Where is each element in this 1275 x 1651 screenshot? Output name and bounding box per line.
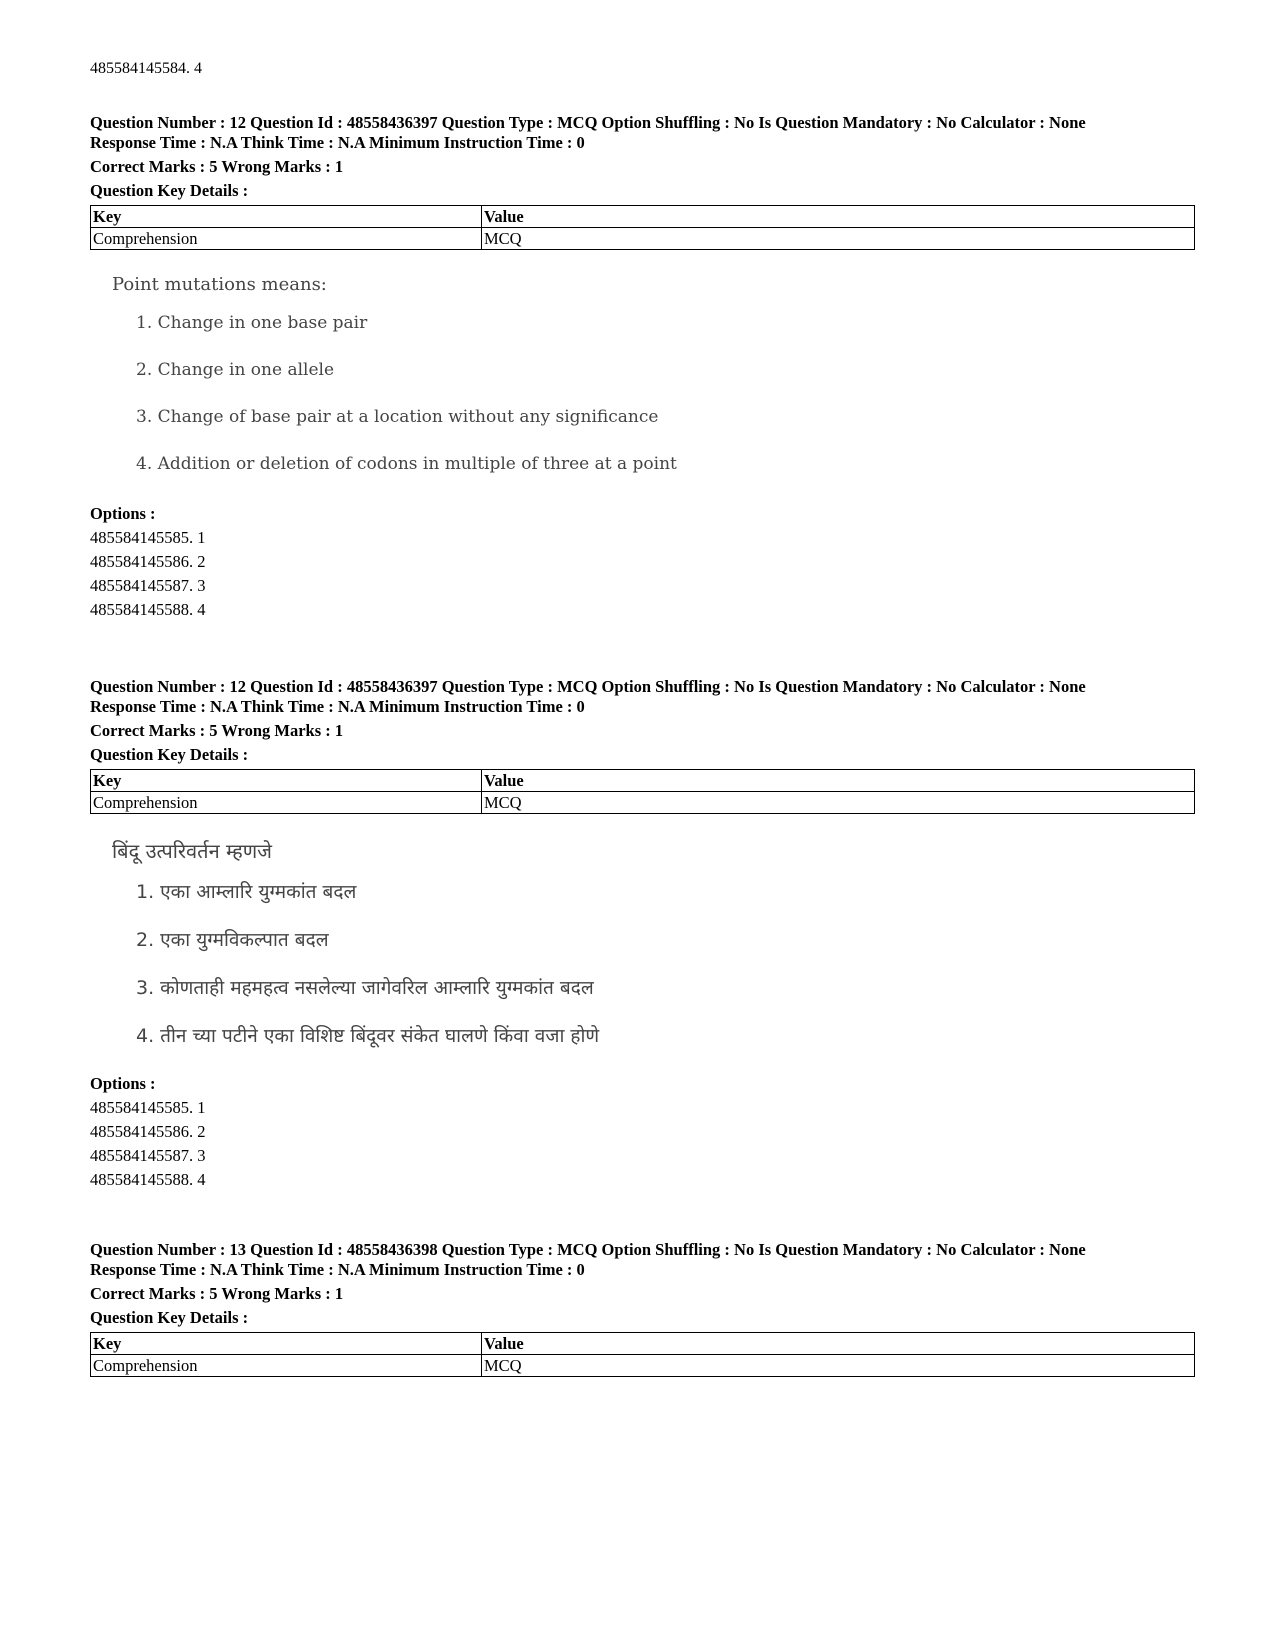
- table-row: [91, 792, 1195, 814]
- question-block-12-mr: [90, 677, 1195, 1192]
- previous-option-line: 485584145584. 4: [90, 60, 202, 77]
- question-option: 2. Change in one allele: [136, 360, 335, 380]
- table-cell-value: MCQ: [482, 228, 1195, 250]
- question-option: 4. Addition or deletion of codons in multiple of three at a point: [136, 454, 677, 474]
- question-option: 3. कोणताही महमहत्व नसलेल्या जागेवरिल आम्लारि युग्मकांत बदल: [136, 977, 594, 999]
- table-cell-key: Comprehension: [91, 228, 482, 250]
- question-meta-line-2: Response Time : N.A Think Time : N.A Minimum Instruction Time : 0: [90, 1260, 585, 1279]
- question-meta-line-1: Question Number : 12 Question Id : 48558436397 Question Type : MCQ Option Shuffling : No Is Question Mandatory : No Calculator : None: [90, 113, 1086, 132]
- question-option: 4. तीन च्या पटीने एका विशिष्ट बिंदूवर संकेत घालणे किंवा वजा होणे: [136, 1025, 600, 1047]
- key-value-table: [90, 769, 1195, 814]
- question-option: 2. एका युग्मविकल्पात बदल: [136, 929, 329, 951]
- question-meta: [90, 1240, 1195, 1280]
- question-meta-line-2: Response Time : N.A Think Time : N.A Minimum Instruction Time : 0: [90, 697, 585, 716]
- table-cell-value: MCQ: [482, 792, 1195, 814]
- option-id-row: 485584145585. 1: [90, 528, 206, 547]
- option-id-row: 485584145587. 3: [90, 576, 206, 595]
- marks-line: Correct Marks : 5 Wrong Marks : 1: [90, 721, 344, 740]
- option-id-row: 485584145588. 4: [90, 600, 206, 619]
- question-block-13: [90, 1240, 1195, 1377]
- option-id-row: 485584145585. 1: [90, 1098, 206, 1117]
- key-details-label: Question Key Details :: [90, 745, 249, 764]
- question-meta-line-1: Question Number : 13 Question Id : 48558436398 Question Type : MCQ Option Shuffling : No Is Question Mandatory : No Calculator : None: [90, 1240, 1086, 1259]
- table-header-value: Value: [482, 206, 1195, 228]
- table-row: [91, 1355, 1195, 1377]
- question-meta: [90, 677, 1195, 717]
- option-id-row: 485584145586. 2: [90, 552, 206, 571]
- key-value-table: [90, 205, 1195, 250]
- table-header-key: Key: [91, 770, 482, 792]
- question-meta: [90, 113, 1195, 153]
- question-image: [112, 834, 1195, 1060]
- option-id-row: 485584145587. 3: [90, 1146, 206, 1165]
- question-meta-line-1: Question Number : 12 Question Id : 48558436397 Question Type : MCQ Option Shuffling : No Is Question Mandatory : No Calculator : None: [90, 677, 1086, 696]
- table-header-value: Value: [482, 1333, 1195, 1355]
- table-header-key: Key: [91, 1333, 482, 1355]
- table-header-row: [91, 770, 1195, 792]
- question-image: [112, 270, 1195, 488]
- key-details-label: Question Key Details :: [90, 1308, 249, 1327]
- options-label: Options :: [90, 1074, 156, 1093]
- key-value-table: [90, 1332, 1195, 1377]
- table-header-row: [91, 1333, 1195, 1355]
- table-cell-key: Comprehension: [91, 792, 482, 814]
- question-option: 1. Change in one base pair: [136, 313, 368, 333]
- marks-line: Correct Marks : 5 Wrong Marks : 1: [90, 1284, 344, 1303]
- table-header-row: [91, 206, 1195, 228]
- options-label: Options :: [90, 504, 156, 523]
- question-stem: बिंदू उत्परिवर्तन म्हणजे: [112, 839, 272, 863]
- question-block-12-en: [90, 113, 1195, 622]
- table-row: [91, 228, 1195, 250]
- table-header-key: Key: [91, 206, 482, 228]
- table-cell-key: Comprehension: [91, 1355, 482, 1377]
- key-details-label: Question Key Details :: [90, 181, 249, 200]
- table-cell-value: MCQ: [482, 1355, 1195, 1377]
- table-header-value: Value: [482, 770, 1195, 792]
- question-option: 1. एका आम्लारि युग्मकांत बदल: [136, 881, 357, 903]
- question-stem: Point mutations means:: [112, 274, 327, 295]
- option-id-row: 485584145586. 2: [90, 1122, 206, 1141]
- question-option: 3. Change of base pair at a location without any significance: [136, 407, 659, 427]
- question-meta-line-2: Response Time : N.A Think Time : N.A Minimum Instruction Time : 0: [90, 133, 585, 152]
- marks-line: Correct Marks : 5 Wrong Marks : 1: [90, 157, 344, 176]
- option-id-row: 485584145588. 4: [90, 1170, 206, 1189]
